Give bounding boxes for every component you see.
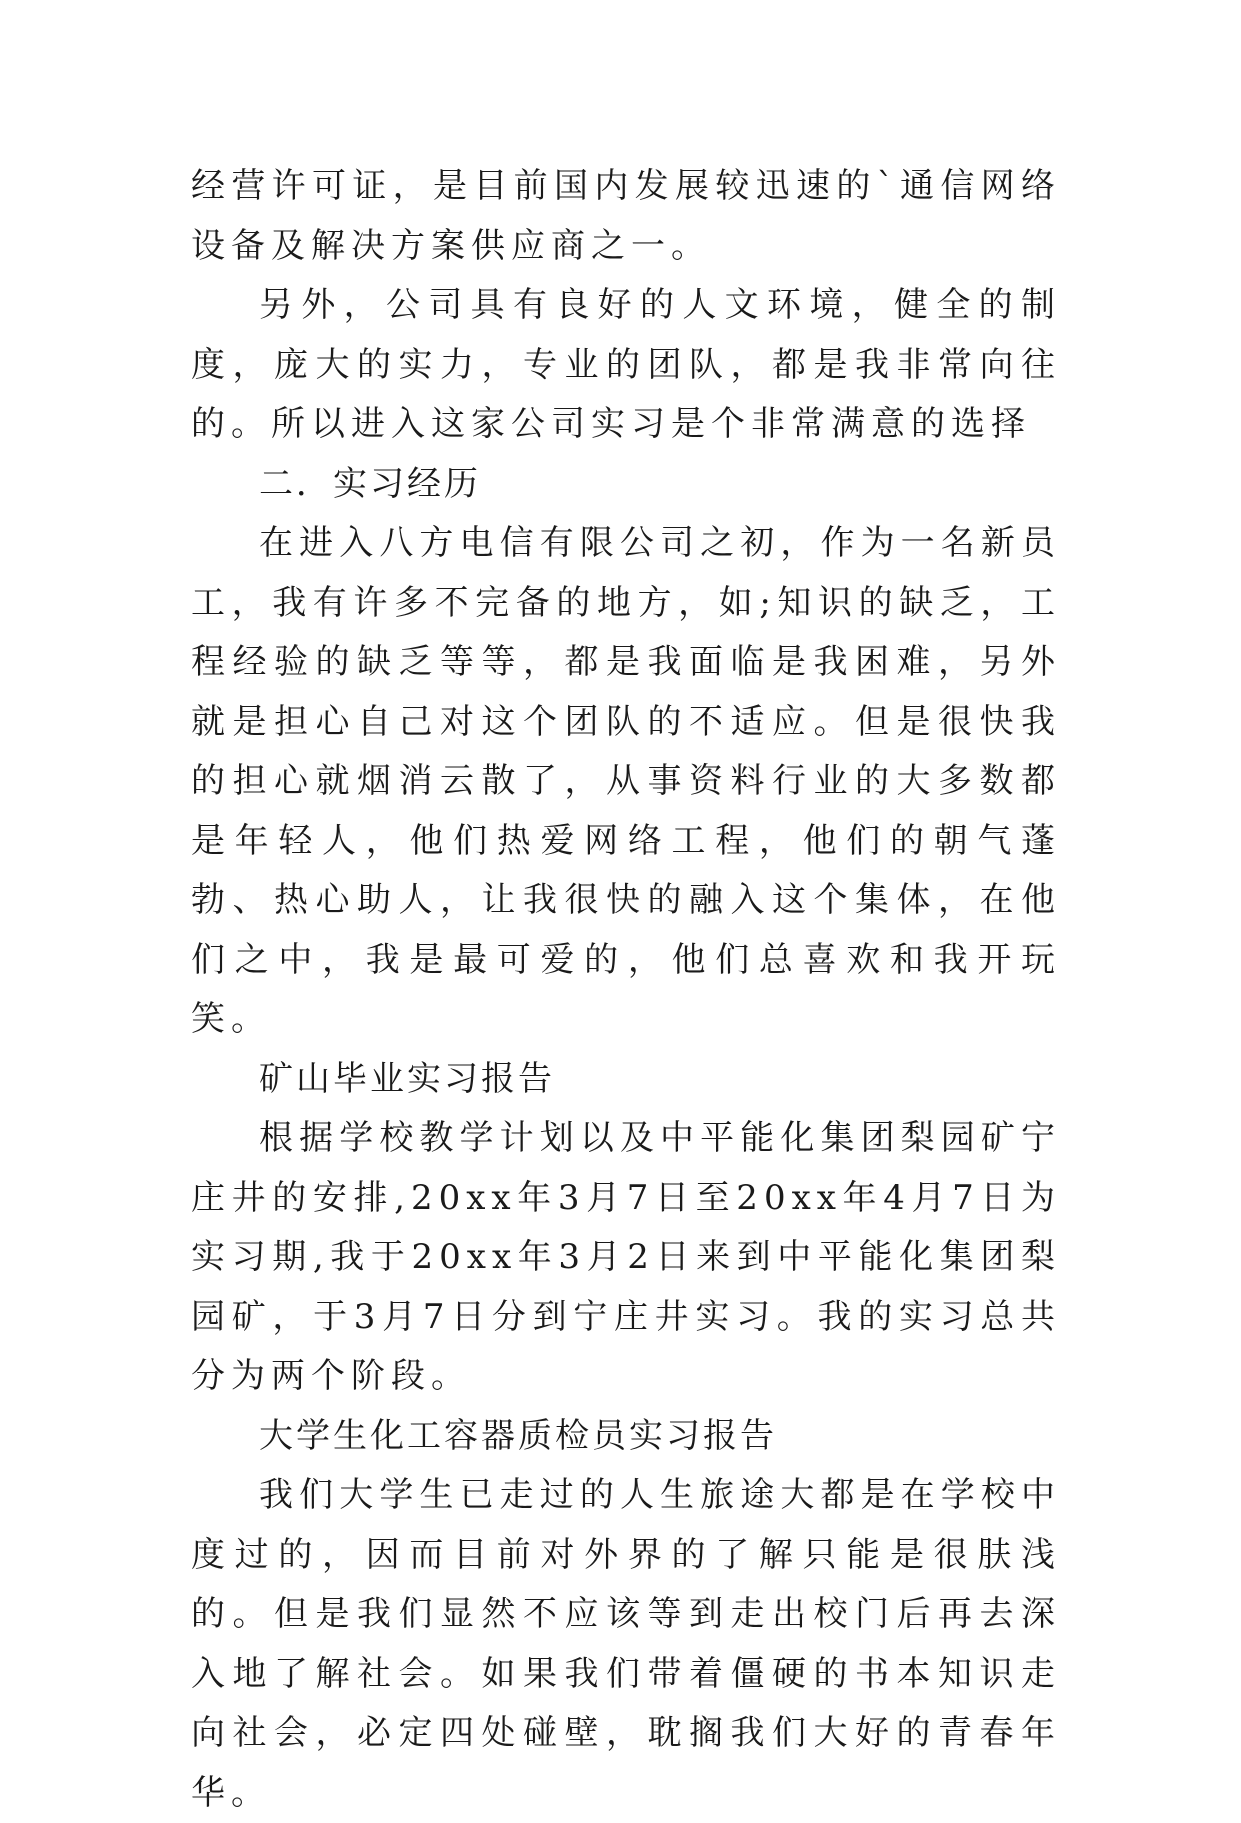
paragraph-company-environment: 另外，公司具有良好的人文环境，健全的制度，庞大的实力，专业的团队，都是我非常向往的。所以进入这家公司实习是个非常满意的选择 bbox=[191, 285, 1061, 444]
paragraph-mine-schedule: 根据学校教学计划以及中平能化集团梨园矿宁庄井的安排,20xx年3月7日至20xx年4月7日为实习期,我于20xx年3月2日来到中平能化集团梨园矿，于3月7日分到宁庄井实习。我的实习总共分为两个阶段。 bbox=[191, 1118, 1061, 1396]
paragraph-new-employee: 在进入八方电信有限公司之初，作为一名新员工，我有许多不完备的地方，如;知识的缺乏，工程经验的缺乏等等，都是我面临是我困难，另外就是担心自己对这个团队的不适应。但是很快我的担心就烟消云散了，从事资料行业的大多数都是年轻人，他们热爱网络工程，他们的朝气蓬勃、热心助人，让我很快的融入这个集体，在他们之中，我是最可爱的，他们总喜欢和我开玩笑。 bbox=[191, 523, 1061, 1039]
document-body bbox=[191, 157, 1061, 1823]
paragraph-student-society: 我们大学生已走过的人生旅途大都是在学校中度过的，因而目前对外界的了解只能是很肤浅的。但是我们显然不应该等到走出校门后再去深入地了解社会。如果我们带着僵硬的书本知识走向社会，必定四处碰壁，耽搁我们大好的青春年华。 bbox=[191, 1475, 1061, 1813]
section-heading-inspector-report: 大学生化工容器质检员实习报告 bbox=[259, 1415, 777, 1456]
paragraph-company-intro-end: 经营许可证，是目前国内发展较迅速的`通信网络设备及解决方案供应商之一。 bbox=[191, 166, 1061, 266]
section-heading-internship-experience: 二．实习经历 bbox=[259, 463, 481, 504]
section-heading-mine-report: 矿山毕业实习报告 bbox=[259, 1058, 555, 1099]
